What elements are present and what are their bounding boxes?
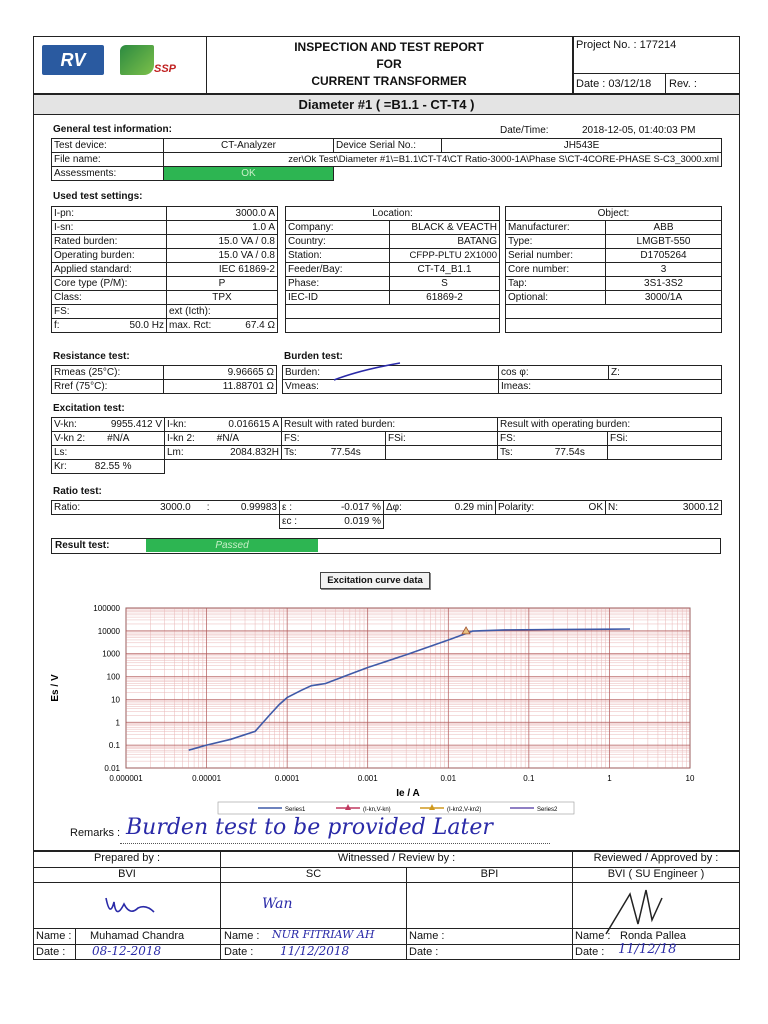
assessments-label: Assessments: (52, 167, 164, 181)
prepared-name-value: Muhamad Chandra (90, 930, 185, 942)
core-number-label: Core number: (506, 263, 606, 277)
title-line-1: INSPECTION AND TEST REPORT (294, 40, 484, 54)
n-value: 3000.12 (682, 502, 719, 513)
bpi-name-label: Name : (409, 930, 445, 942)
title-line-3: CURRENT TRANSFORMER (311, 74, 467, 88)
n-label: N: (608, 502, 618, 513)
fs-op-label: FS: (498, 432, 608, 446)
core-type-value: P (167, 277, 278, 291)
ratio-primary: 3000.0 (160, 502, 191, 513)
f-label: f: (54, 320, 60, 331)
report-title (206, 37, 572, 95)
datetime-value: 2018-12-05, 01:40:03 PM (582, 125, 696, 136)
type-value: LMGBT-550 (606, 235, 722, 249)
y-tick-label: 0.1 (108, 741, 120, 751)
diameter-title: Diameter #1 ( =B1.1 - CT-T4 ) (298, 97, 475, 112)
epsilon-c-value: 0.019 % (344, 516, 381, 527)
vkn-value: 9955.412 V (110, 419, 162, 430)
kr-label: Kr: (54, 461, 67, 472)
prepared-name-label: Name : (36, 930, 72, 942)
fsi-op-label: FSi: (608, 432, 722, 446)
company-label: Company: (286, 221, 390, 235)
sc-date-value: 11/12/2018 (280, 944, 350, 958)
prepared-signature (100, 890, 160, 924)
approved-date-label: Date : (575, 946, 605, 958)
rct-value: 67.4 Ω (245, 320, 275, 331)
revision: Rev. : (669, 78, 697, 90)
ssp-logo-text: SSP (154, 63, 177, 75)
file-name-label: File name: (52, 153, 164, 167)
delta-phi-label: Δφ: (386, 502, 402, 513)
reviewed-header: Reviewed / Approved by : (593, 852, 719, 864)
excitation-curve-chart (40, 596, 720, 818)
manufacturer-value: ABB (606, 221, 722, 235)
iec-id-value: 61869-2 (390, 291, 500, 305)
delta-phi-value: 0.29 min (454, 502, 493, 513)
x-axis-label: Ie / A (396, 788, 420, 799)
lm-value: 2084.832H (230, 447, 279, 458)
type-label: Type: (506, 235, 606, 249)
ipn-label: I-pn: (52, 207, 167, 221)
general-heading: General test information: (53, 124, 172, 135)
imeas-label: Imeas: (499, 380, 722, 394)
company-value: BLACK & VEACTH (390, 221, 500, 235)
y-tick-label: 10000 (97, 626, 120, 636)
approved-name-value: Ronda Pallea (620, 930, 687, 942)
excitation-table (51, 417, 722, 474)
station-value: CFPP-PLTU 2X1000 (390, 249, 500, 263)
vmeas-label: Vmeas: (283, 380, 499, 394)
rated-burden-label: Rated burden: (52, 235, 167, 249)
optional-value: 3000/1A (606, 291, 722, 305)
datetime-label: Date/Time: (500, 125, 549, 136)
result-bar (51, 538, 721, 554)
fs-label: FS: (52, 305, 167, 319)
x-tick-label: 0.01 (440, 774, 457, 783)
tap-label: Tap: (506, 277, 606, 291)
title-line-2: FOR (376, 57, 402, 71)
ts-rated-value: 77.54s (330, 447, 361, 458)
legend-label: (I-kn,V-kn) (363, 807, 391, 813)
ratio-heading: Ratio test: (53, 486, 102, 497)
y-tick-label: 1 (115, 718, 120, 728)
legend-label: Series2 (537, 807, 558, 813)
location-header: Location: (286, 207, 500, 221)
polarity-label: Polarity: (498, 502, 535, 513)
col-sc: SC (305, 868, 322, 880)
resistance-table (51, 365, 277, 394)
iec-id-label: IEC-ID (286, 291, 390, 305)
phase-value: S (390, 277, 500, 291)
test-device-value: CT-Analyzer (164, 139, 334, 153)
ratio-secondary: 0.99983 (240, 502, 277, 513)
epsilon-label: ε : (282, 502, 293, 513)
file-name-value: zer\Ok Test\Diameter #1\=B1.1\CT-T4\CT Ratio-3000-1A\Phase S\CT-4CORE-PHASE S-C3_3000.xml (164, 153, 722, 167)
fsi-rated-label: FSi: (386, 432, 498, 446)
core-type-label: Core type (P/M): (52, 277, 167, 291)
report-date: Date : 03/12/18 (576, 78, 652, 90)
prepared-by-header: Prepared by : (93, 852, 161, 864)
applied-standard-label: Applied standard: (52, 263, 167, 277)
ls-label: Ls: (52, 446, 165, 460)
result-label: Result test: (55, 540, 110, 551)
optional-label: Optional: (506, 291, 606, 305)
project-number: Project No. : 177214 (576, 39, 677, 51)
operating-burden-label: Operating burden: (52, 249, 167, 263)
operating-burden-value: 15.0 VA / 0.8 (167, 249, 278, 263)
rated-burden-header: Result with rated burden: (282, 418, 498, 432)
core-number-value: 3 (606, 263, 722, 277)
epsilon-c-label: εc : (282, 516, 298, 527)
excitation-heading: Excitation test: (53, 403, 125, 414)
ikn-value: 0.016615 A (228, 419, 279, 430)
x-tick-label: 0.000001 (109, 774, 143, 783)
y-tick-label: 100 (106, 672, 120, 682)
device-serial-label: Device Serial No.: (334, 139, 442, 153)
station-label: Station: (286, 249, 390, 263)
ratio-separator: : (206, 502, 210, 513)
burden-strike-mark (330, 360, 410, 384)
logo-area (34, 37, 207, 93)
excitation-curve-button[interactable]: Excitation curve data (320, 572, 430, 589)
x-tick-label: 1 (607, 774, 612, 783)
epsilon-value: -0.017 % (340, 502, 381, 513)
resistance-heading: Resistance test: (53, 351, 130, 362)
remarks-label: Remarks : (70, 827, 121, 839)
general-table (51, 138, 722, 181)
sc-date-label: Date : (224, 946, 254, 958)
isn-label: I-sn: (52, 221, 167, 235)
x-tick-label: 0.0001 (274, 774, 300, 783)
operating-burden-header: Result with operating burden: (498, 418, 722, 432)
x-tick-label: 10 (685, 774, 695, 783)
witnessed-header: Witnessed / Review by : (337, 852, 456, 864)
col-bpi: BPI (480, 868, 499, 880)
ts-op-label: Ts: (500, 447, 513, 458)
burden-heading: Burden test: (284, 351, 343, 362)
ikn2-value: #N/A (216, 433, 240, 444)
serial-number-value: D1705264 (606, 249, 722, 263)
feeder-bay-label: Feeder/Bay: (286, 263, 390, 277)
remarks-handwritten: Burden test to be provided Later (126, 815, 493, 840)
x-tick-label: 0.00001 (192, 774, 222, 783)
cos-phi-label: cos φ: (499, 366, 609, 380)
fs-rated-label: FS: (282, 432, 386, 446)
settings-heading: Used test settings: (53, 191, 143, 202)
legend-label: Series1 (285, 807, 306, 813)
prepared-date-label: Date : (36, 946, 66, 958)
ts-rated-label: Ts: (284, 447, 297, 458)
ikn2-label: I-kn 2: (167, 433, 195, 444)
sc-initials: Wan (262, 896, 293, 912)
ratio-table (51, 500, 722, 529)
f-value: 50.0 Hz (129, 320, 164, 331)
rated-burden-value: 15.0 VA / 0.8 (167, 235, 278, 249)
approved-date-value: 11/12/18 (618, 942, 677, 957)
ikn-label: I-kn: (167, 419, 187, 430)
isn-value: 1.0 A (167, 221, 278, 235)
feeder-bay-value: CT-T4_B1.1 (390, 263, 500, 277)
vkn-label: V-kn: (54, 419, 77, 430)
prepared-date-value: 08-12-2018 (92, 944, 162, 958)
sc-name-label: Name : (224, 930, 260, 942)
rmeas-value: 9.96665 Ω (164, 366, 277, 380)
test-device-label: Test device: (52, 139, 164, 153)
rmeas-label: Rmeas (25°C): (52, 366, 164, 380)
class-value: TPX (167, 291, 278, 305)
rref-value: 11.88701 Ω (164, 380, 277, 394)
burden-label: Burden: (283, 366, 499, 380)
rct-label: max. Rct: (169, 320, 212, 331)
col-bvi: BVI (118, 868, 136, 880)
class-label: Class: (52, 291, 167, 305)
device-serial-value: JH543E (442, 139, 722, 153)
ssp-logo-mark (120, 45, 154, 75)
subtitle-bar (34, 95, 739, 115)
result-status: Passed (146, 539, 318, 552)
sc-name-value: NUR FITRIAW AH (272, 928, 375, 941)
y-tick-label: 1000 (102, 649, 120, 659)
ext-icth-label: ext (Icth): (167, 305, 278, 319)
rv-logo: RV (42, 45, 104, 75)
manufacturer-label: Manufacturer: (506, 221, 606, 235)
settings-table (51, 206, 722, 333)
polarity-value: OK (588, 502, 603, 513)
tap-value: 3S1-3S2 (606, 277, 722, 291)
serial-number-label: Serial number: (506, 249, 606, 263)
x-tick-label: 0.001 (357, 774, 378, 783)
y-axis-label: Es / V (50, 674, 61, 702)
z-label: Z: (609, 366, 722, 380)
assessments-status: OK (164, 167, 334, 181)
vkn2-label: V-kn 2: (54, 433, 86, 444)
country-label: Country: (286, 235, 390, 249)
kr-value: 82.55 % (94, 461, 132, 472)
rref-label: Rref (75°C): (52, 380, 164, 394)
y-tick-label: 10 (111, 695, 120, 705)
country-value: BATANG (390, 235, 500, 249)
approved-name-label: Name : (575, 930, 611, 942)
applied-standard-value: IEC 61869-2 (167, 263, 278, 277)
col-bvi-su: BVI ( SU Engineer ) (607, 868, 705, 880)
phase-label: Phase: (286, 277, 390, 291)
lm-label: Lm: (167, 447, 184, 458)
bpi-date-label: Date : (409, 946, 439, 958)
ipn-value: 3000.0 A (167, 207, 278, 221)
x-tick-label: 0.1 (523, 774, 535, 783)
vkn2-value: #N/A (107, 433, 130, 444)
ratio-label: Ratio: (54, 502, 81, 513)
object-header: Object: (506, 207, 722, 221)
y-tick-label: 0.01 (104, 764, 120, 773)
legend-label: (I-kn2,V-kn2) (447, 807, 482, 813)
ts-op-value: 77.54s (554, 447, 585, 458)
y-tick-label: 100000 (93, 604, 120, 613)
